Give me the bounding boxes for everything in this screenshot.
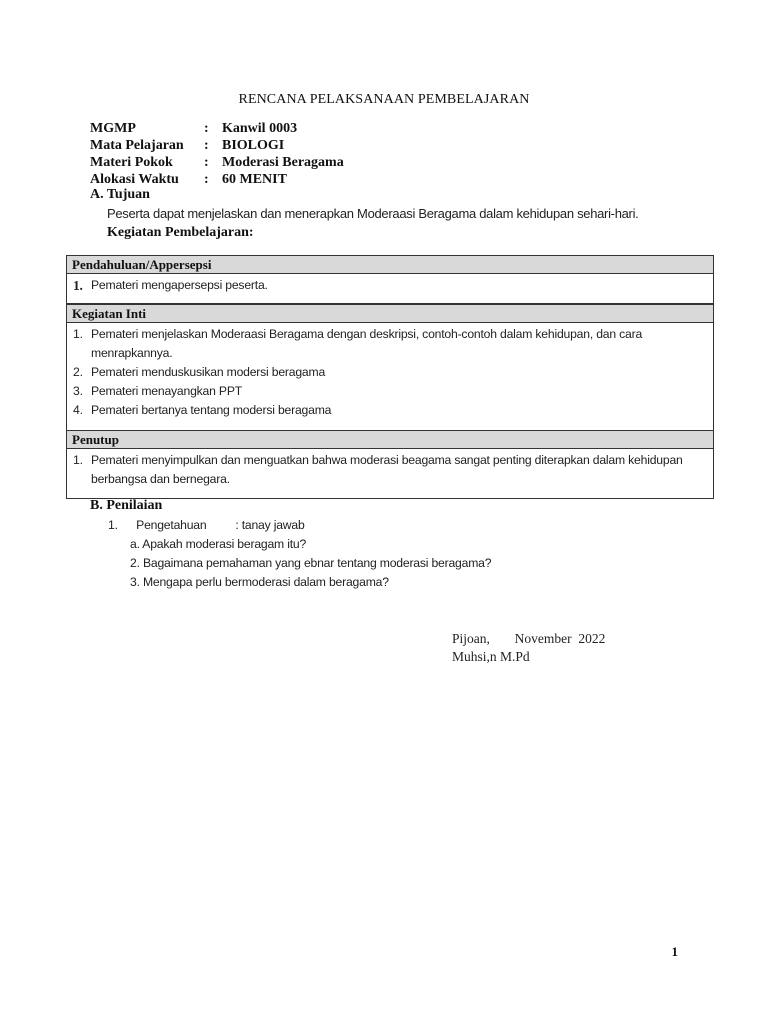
meta-colon: : bbox=[204, 155, 209, 170]
pendahuluan-table bbox=[66, 255, 714, 304]
meta-row-alokasi-waktu bbox=[90, 171, 344, 188]
meta-row-materi-pokok bbox=[90, 154, 344, 171]
list-item bbox=[73, 401, 707, 420]
penilaian-item bbox=[108, 518, 305, 532]
meta-row-mgmp bbox=[90, 120, 344, 137]
meta-label: Alokasi Waktu bbox=[90, 172, 179, 187]
list-item bbox=[73, 363, 707, 382]
document-title: RENCANA PELAKSANAAN PEMBELAJARAN bbox=[238, 92, 530, 107]
pendahuluan-body bbox=[67, 274, 713, 295]
meta-value: 60 MENIT bbox=[222, 172, 287, 187]
kegiatan-heading: Kegiatan Pembelajaran: bbox=[107, 225, 254, 240]
section-b-heading: B. Penilaian bbox=[90, 498, 163, 513]
meta-value: Moderasi Beragama bbox=[222, 155, 344, 170]
signature-place-date bbox=[452, 631, 605, 647]
tujuan-text: Peserta dapat menjelaskan dan menerapkan Moderaasi Beragama dalam kehidupan sehari-hari. bbox=[107, 206, 639, 221]
list-number: 3. bbox=[73, 384, 83, 398]
page-number: 1 bbox=[671, 944, 678, 959]
list-item bbox=[73, 325, 707, 363]
list-text: Pemateri menayangkan PPT bbox=[91, 384, 243, 398]
pendahuluan-header: Pendahuluan/Appersepsi bbox=[67, 256, 713, 274]
penilaian-item-number: 1. bbox=[108, 518, 118, 532]
list-text: Pemateri menjelaskan Moderaasi Beragama dengan deskripsi, contoh-contoh dalam kehidupan, dan cara menrapkannya. bbox=[91, 327, 643, 360]
signature-date: November 2022 bbox=[514, 631, 606, 646]
list-item bbox=[73, 382, 707, 401]
list-number: 1. bbox=[73, 327, 83, 341]
meta-label: MGMP bbox=[90, 121, 136, 136]
meta-label: Mata Pelajaran bbox=[90, 138, 184, 153]
inti-body bbox=[67, 323, 713, 420]
meta-block bbox=[90, 120, 344, 188]
section-a-heading: A. Tujuan bbox=[90, 187, 150, 202]
penilaian-item-label: Pengetahuan bbox=[136, 518, 207, 532]
penutup-table bbox=[66, 430, 714, 499]
meta-value: Kanwil 0003 bbox=[222, 121, 298, 136]
penutup-body bbox=[67, 449, 713, 489]
penilaian-item-value: : tanay jawab bbox=[235, 518, 305, 532]
meta-colon: : bbox=[204, 121, 209, 136]
list-text: Pemateri mengapersepsi peserta. bbox=[91, 278, 268, 292]
list-number: 2. bbox=[73, 365, 83, 379]
signature-place: Pijoan, bbox=[452, 631, 490, 646]
meta-colon: : bbox=[204, 138, 209, 153]
meta-value: BIOLOGI bbox=[222, 138, 285, 153]
question: 2. Bagaimana pemahaman yang ebnar tentang moderasi beragama? bbox=[130, 556, 492, 570]
list-text: Pemateri menyimpulkan dan menguatkan bahwa moderasi beagama sangat penting diterapkan dalam kehidupan berbangsa dan bernegara. bbox=[91, 453, 683, 486]
list-text: Pemateri menduskusikan modersi beragama bbox=[91, 365, 326, 379]
meta-row-mata-pelajaran bbox=[90, 137, 344, 154]
list-text: Pemateri bertanya tentang modersi beragama bbox=[91, 403, 332, 417]
list-item bbox=[73, 276, 707, 295]
inti-table bbox=[66, 304, 714, 431]
inti-header: Kegiatan Inti bbox=[67, 305, 713, 323]
signature-name: Muhsi,n M.Pd bbox=[452, 649, 530, 664]
question: 3. Mengapa perlu bermoderasi dalam beragama? bbox=[130, 575, 389, 589]
list-number: 4. bbox=[73, 403, 83, 417]
list-item bbox=[73, 451, 707, 489]
question: a. Apakah moderasi beragam itu? bbox=[130, 537, 307, 551]
meta-label: Materi Pokok bbox=[90, 155, 173, 170]
list-number: 1. bbox=[73, 453, 83, 467]
list-number: 1. bbox=[73, 278, 83, 293]
penutup-header: Penutup bbox=[67, 431, 713, 449]
meta-colon: : bbox=[204, 172, 209, 187]
